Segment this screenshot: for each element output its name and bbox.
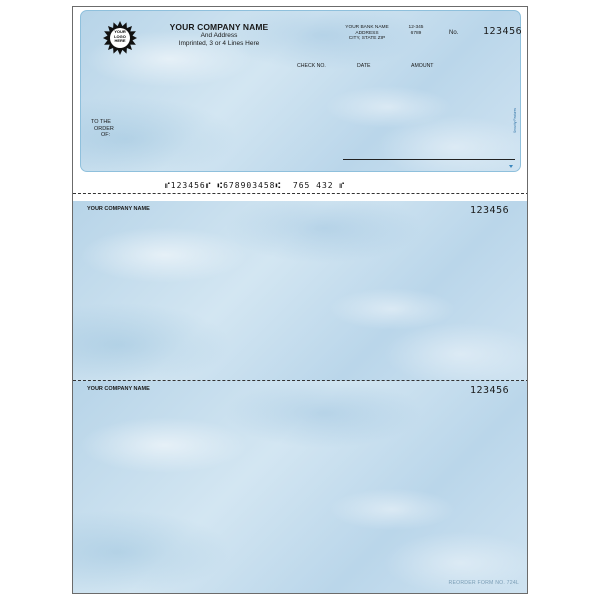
column-check-no: CHECK NO. [297,63,326,69]
security-features-text: Security Features [513,108,517,133]
bank-city-state-zip: CITY, STATE ZIP [348,36,386,42]
logo-text-line2: LOGO [114,33,126,39]
column-date: DATE [357,63,371,69]
check-no-label: No. [449,30,459,36]
company-block [149,22,289,48]
sunburst-logo-icon [103,21,137,55]
fraction-top: 12-345 [408,25,424,30]
order-label-line1: TO THE [91,119,111,125]
stub1-company-name: YOUR COMPANY NAME [87,206,150,212]
perforation-line-1 [73,193,528,194]
column-amount: AMOUNT [411,63,434,69]
company-name: YOUR COMPANY NAME [169,22,269,32]
check-sheet [72,6,528,594]
bank-block [331,25,403,42]
pay-to-order-label [91,119,114,139]
stub2-check-number: 123456 [470,385,510,396]
fraction-bottom: 6789 [410,30,422,36]
logo-placeholder-text [103,30,137,44]
bank-address: ADDRESS [355,30,379,36]
bank-name: YOUR BANK NAME [345,25,389,30]
check-number: 123456 [483,26,523,37]
voucher-stub-1 [73,201,528,381]
company-address-line2: Imprinted, 3 or 4 Lines Here [178,40,260,47]
check-panel [80,10,521,172]
micr-line: ⑈123456⑈ ⑆678903458⑆ 765 432 ⑈ [165,181,346,190]
signature-line [343,159,515,160]
voucher-stub-2 [73,381,528,594]
corner-triangle-icon [509,165,513,168]
order-label-line3: OF: [101,132,111,138]
fractional-routing [401,25,431,36]
logo-text-line1: YOUR [114,29,126,34]
logo-text-line3: HERE [114,38,126,44]
stub1-check-number: 123456 [470,205,510,216]
reorder-form-number: REORDER FORM NO. 724L [448,580,519,586]
order-label-line2: ORDER [94,125,114,132]
stub2-company-name: YOUR COMPANY NAME [87,386,150,392]
company-address-line1: And Address [200,32,238,39]
security-features-marker [513,83,523,133]
